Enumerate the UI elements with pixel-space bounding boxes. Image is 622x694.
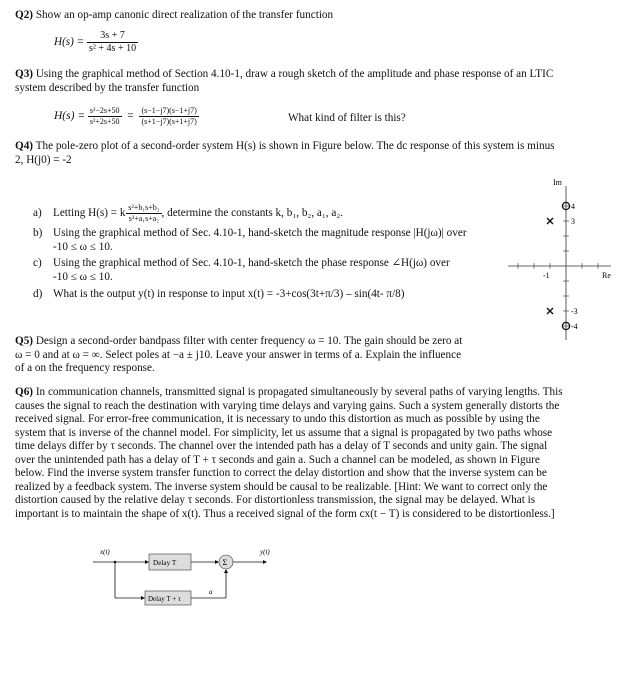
tick-label-minus4: -4 [571,322,578,331]
re-axis-label: Re [602,271,611,280]
q2-h-lhs: H(s) = [54,36,85,49]
q4-item-a-fraction [126,203,161,224]
q3-question: What kind of filter is this? [288,112,406,124]
q3-frac2-den: (s+1−j7)(s+1+j7) [141,117,197,126]
q2-transfer-function [54,30,138,55]
q4-item-a-post: , determine the constants k, b₁, b₂, a₁, a₂. [161,207,344,220]
q6-label: Q6) [15,386,34,398]
diagram-input-label: x(t) [100,548,110,556]
diagram-output-label: y(t) [260,548,270,556]
q4-item-a [33,203,503,224]
summer-symbol: Σ [222,558,228,567]
q6-line-6: over the unintended path has a delay of T + τ seconds and gain a. Such a channel can be modeled, as shown in Figure [15,453,540,466]
q4-item-d [33,288,503,302]
channel-block-diagram [85,544,285,614]
q3-label: Q3) [15,68,34,80]
q2-denominator: s² + 4s + 10 [89,43,137,54]
q3-fraction1 [88,106,122,127]
q5-label: Q5) [15,335,34,347]
q5-line3: of a on the frequency response. [15,362,155,374]
q2-label: Q2) [15,9,34,21]
q6-line-2: causes the signal to reach the destination with varying time delays and varying gains. Such a system generally distorts the [15,399,560,412]
tick-label-minus1: -1 [543,271,550,280]
q5-line2: ω = 0 and at ω = ∞. Select poles at −a ± j10. Leave your answer in terms of a. Explain the influence [15,348,462,361]
im-axis-label: Im [553,178,562,187]
q4-item-c-line2: -10 ≤ ω ≤ 10. [53,270,113,283]
q6-line-5: time delays differ by τ seconds. The channel over the intended path has a delay of T seconds and unity gain. The signal [15,440,548,452]
pole-marker-upper [547,218,553,224]
q5-line1: Design a second-order bandpass filter with center frequency ω = 10. The gain should be zero at [35,335,463,347]
pole-zero-plot [505,172,615,344]
q4-item-a-label: a) [33,207,42,220]
gain-label: a [209,588,213,596]
q6-paragraph [15,386,610,521]
q6-line-10: important is to maintain the shape of x(t). Thus a received signal of the form cx(t − T) is considered to be distortionless.] [15,507,555,520]
q3-line1: Using the graphical method of Section 4.10-1, draw a rough sketch of the amplitude and phase response of an LTIC [35,68,554,80]
q6-line-4: system that is inverse of the channel model. For simplicity, let us assume that a signal is propagated by two paths whose [15,426,553,439]
q4-item-b-line2: -10 ≤ ω ≤ 10. [53,240,113,253]
q4-item-b-line1: Using the graphical method of Sec. 4.10-1, hand-sketch the magnitude response |H(jω)| over [53,227,467,239]
q4-item-c-label: c) [33,257,42,269]
q6-line-7: below. Find the inverse system transfer function to correct the delay distortion and show that the inverse system can be [15,467,547,479]
q2-text: Show an op-amp canonic direct realization of the transfer function [35,9,334,21]
q4-item-a-pre: Letting H(s) = k [53,207,126,220]
q4-item-b-label: b) [33,227,43,239]
q4-item-d-label: d) [33,288,43,300]
q4-paragraph [15,140,605,167]
q3-equals: = [127,110,134,123]
q3-transfer-function [54,106,199,127]
q2-heading [15,9,605,23]
q3-fraction2 [139,106,198,127]
q4-line1: The pole-zero plot of a second-order system H(s) is shown in Figure below. The dc response of this system is minus [35,140,555,152]
tick-label-3: 3 [571,217,575,226]
q6-line-9: distortion caused by the relative delay τ seconds. For distortionless transmission, the signal may be delayed. What is [15,494,536,506]
q3-paragraph [15,68,605,95]
q3-line2: system described by the transfer function [15,81,200,94]
q6-line-1: In communication channels, transmitted signal is propagated simultaneously by several paths of varying lengths. This [35,386,563,398]
q3-h-lhs: H(s) = [54,110,86,123]
delay-t-label: Delay T [153,559,177,567]
q4-item-d-line1: What is the output y(t) in response to input x(t) = -3+cos(3t+π/3) – sin(4t- π/8) [53,288,405,300]
tick-label-minus3: -3 [571,307,578,316]
q4-item-c [33,257,503,284]
q6-line-8: realized by a feedback system. The inverse system should be causal to be realizable. [Hint: We want to correct only the [15,480,548,493]
q4-line2: 2, H(j0) = -2 [15,153,72,166]
q4-item-a-den: s²+a₁s+a₂ [128,214,160,223]
tick-label-4: 4 [571,202,575,211]
q4-item-a-num: s²+b₁s+b₂ [128,203,160,212]
q4-label: Q4) [15,140,34,152]
delay-t-tau-label: Delay T + τ [148,595,181,603]
pole-marker-lower [547,308,553,314]
q5-paragraph [15,335,505,376]
q6-line-3: received signal. For error-free communication, it is necessary to undo this distortion as much as possible by using the [15,413,540,425]
q3-frac1-den: s²+2s+50 [89,117,120,126]
q3-frac1-num: s²−2s+50 [89,106,120,115]
q2-fraction [87,30,138,55]
q2-numerator: 3s + 7 [87,30,138,43]
q3-frac2-num: (s−1−j7)(s−1+j7) [141,106,197,115]
q4-item-b [33,227,503,254]
q4-item-c-line1: Using the graphical method of Sec. 4.10-1, hand-sketch the phase response ∠H(jω) over [53,257,450,269]
